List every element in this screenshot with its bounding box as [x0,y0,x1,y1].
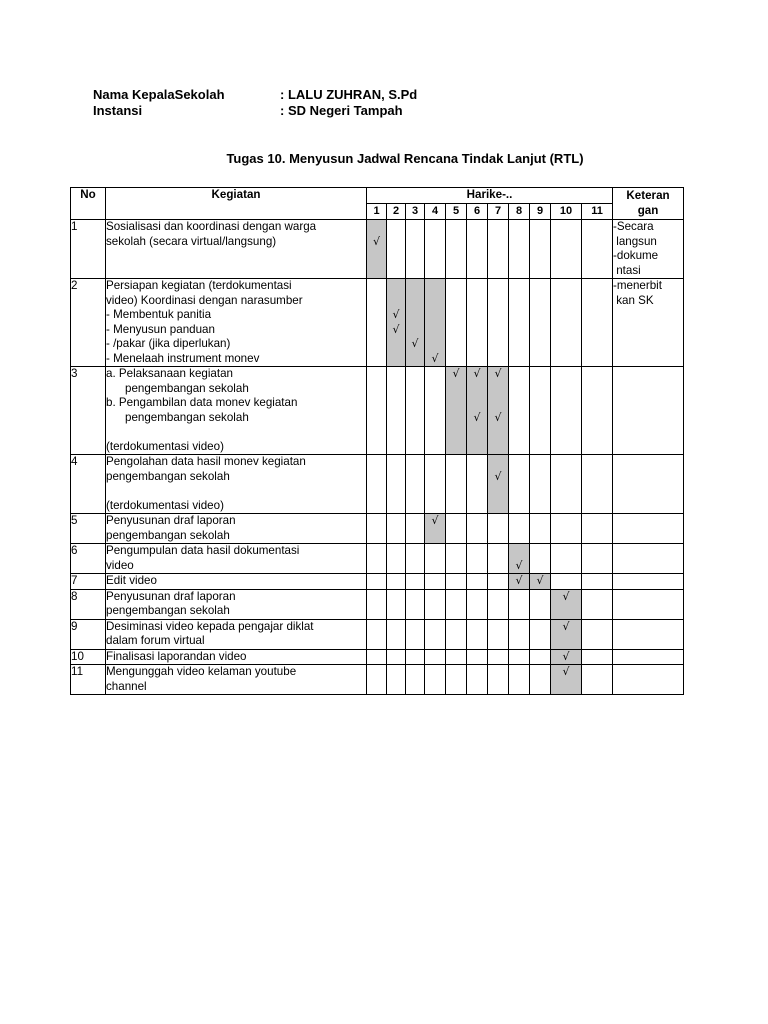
day-cell-6 [467,514,488,544]
activity-cell [106,220,367,279]
day-cell-11 [582,574,613,590]
check-mark: √ [494,469,502,483]
header-kegiatan: Kegiatan [106,188,367,220]
activity-line: (terdokumentasi video) [106,439,224,453]
activity-line: Finalisasi laporandan video [106,649,247,663]
activity-line: video [106,558,134,572]
keterangan-cell [613,367,684,455]
check-mark: √ [431,351,439,365]
day-cell-1 [367,589,387,619]
day-cell-5 [446,544,467,574]
check-mark: √ [562,619,570,633]
day-cell-6 [467,665,488,695]
day-cell-6 [467,220,488,279]
activity-line: pengembangan sekolah [106,604,230,617]
activity-cell [106,665,367,695]
keterangan-line: langsun [613,234,657,248]
day-cell-6 [467,544,488,574]
kepala-sekolah-label: Nama KepalaSekolah [93,87,225,102]
check-mark: √ [411,337,419,350]
row-number: 4 [71,455,106,514]
activity-line [106,484,366,499]
day-cell-9 [530,649,551,665]
day-cell-7 [488,220,509,279]
day-cell-8 [509,514,530,544]
day-cell-5 [446,619,467,649]
day-header-6: 6 [467,204,488,220]
day-cell-4 [425,514,446,544]
day-cell-4 [425,619,446,649]
activity-line: sekolah (secara virtual/langsung) [106,234,277,248]
check-mark: √ [562,649,570,663]
day-cell-5 [446,589,467,619]
header-keterangan-line2: gan [637,204,659,217]
day-cell-11 [582,619,613,649]
day-cell-1 [367,220,387,279]
day-cell-5 [446,514,467,544]
day-cell-4 [425,220,446,279]
day-cell-8 [509,455,530,514]
day-cell-9 [530,279,551,367]
day-cell-3 [406,544,425,574]
day-cell-2 [387,574,406,590]
day-cell-9 [530,619,551,649]
day-cell-1 [367,619,387,649]
day-cell-10 [551,589,582,619]
day-cell-5 [446,455,467,514]
day-cell-6 [467,574,488,590]
day-cell-2 [387,589,406,619]
day-cell-10 [551,514,582,544]
day-cell-6 [467,279,488,367]
day-cell-11 [582,544,613,574]
day-cell-8 [509,367,530,455]
day-cell-2 [387,367,406,455]
activity-line [106,425,366,440]
check-mark: √ [392,322,400,336]
table-row [71,455,684,514]
check-mark: √ [494,410,502,424]
day-cell-7 [488,619,509,649]
activity-line: (terdokumentasi video) [106,498,224,512]
check-mark: √ [473,410,481,424]
day-cell-8 [509,279,530,367]
day-cell-3 [406,455,425,514]
day-header-2: 2 [387,204,406,220]
table-row [71,220,684,279]
check-mark: √ [452,367,460,380]
activity-line: - Menyusun panduan [106,322,215,336]
day-cell-9 [530,589,551,619]
day-cell-2 [387,514,406,544]
kepala-sekolah-value: : LALU ZUHRAN, S.Pd [280,87,418,102]
activity-line: pengembangan sekolah [106,469,230,483]
day-cell-3 [406,220,425,279]
activity-cell [106,574,367,590]
table-row [71,544,684,574]
day-cell-11 [582,514,613,544]
activity-line: Penyusunan draf laporan [106,589,236,603]
activity-line: - /pakar (jika diperlukan) [106,337,231,350]
day-header-10: 10 [551,204,582,220]
day-cell-3 [406,619,425,649]
row-number: 9 [71,619,106,649]
day-cell-4 [425,455,446,514]
day-cell-2 [387,279,406,367]
day-cell-5 [446,367,467,455]
day-cell-4 [425,589,446,619]
day-cell-3 [406,279,425,367]
day-cell-4 [425,649,446,665]
day-cell-7 [488,649,509,665]
check-mark: √ [515,574,523,587]
day-cell-2 [387,665,406,695]
row-number: 6 [71,544,106,574]
check-mark: √ [494,367,502,380]
day-cell-3 [406,367,425,455]
day-cell-5 [446,665,467,695]
day-cell-1 [367,665,387,695]
day-cell-1 [367,367,387,455]
day-cell-5 [446,279,467,367]
day-cell-7 [488,544,509,574]
keterangan-line: ntasi [613,263,641,277]
day-cell-8 [509,574,530,590]
day-header-8: 8 [509,204,530,220]
day-cell-4 [425,367,446,455]
day-header-9: 9 [530,204,551,220]
table-row [71,619,684,649]
day-cell-11 [582,589,613,619]
day-header-4: 4 [425,204,446,220]
activity-line: Penyusunan draf laporan [106,514,236,527]
day-cell-8 [509,589,530,619]
check-mark: √ [515,558,523,572]
keterangan-cell [613,455,684,514]
activity-line: Pengolahan data hasil monev kegiatan [106,455,306,468]
keterangan-cell [613,514,684,544]
day-cell-7 [488,279,509,367]
day-cell-10 [551,665,582,695]
day-cell-11 [582,665,613,695]
table-row [71,279,684,367]
day-cell-7 [488,574,509,590]
table-row [71,589,684,619]
activity-line: video) Koordinasi dengan narasumber [106,293,303,307]
day-cell-7 [488,665,509,695]
activity-line: Pengumpulan data hasil dokumentasi [106,544,300,557]
day-cell-2 [387,220,406,279]
day-cell-6 [467,589,488,619]
day-cell-11 [582,220,613,279]
instansi-label: Instansi [93,103,143,118]
day-cell-1 [367,514,387,544]
activity-line: pengembangan sekolah [125,410,249,424]
day-cell-5 [446,649,467,665]
activity-line: a. Pelaksanaan kegiatan [106,367,233,380]
day-cell-4 [425,574,446,590]
day-cell-9 [530,665,551,695]
rtl-schedule-table [70,187,684,695]
day-cell-10 [551,574,582,590]
check-mark: √ [392,308,400,321]
activity-cell [106,589,367,619]
row-number: 7 [71,574,106,590]
day-cell-10 [551,455,582,514]
day-cell-9 [530,367,551,455]
header-hari: Harike-.. [367,188,613,204]
activity-line: - Membentuk panitia [106,308,212,321]
day-cell-2 [387,544,406,574]
keterangan-cell [613,665,684,695]
header-no: No [71,188,106,220]
row-number: 11 [71,665,106,695]
activity-cell [106,279,367,367]
keterangan-cell [613,574,684,590]
day-cell-1 [367,455,387,514]
keterangan-cell [613,220,684,279]
activity-line: Desiminasi video kepada pengajar diklat [106,619,314,633]
activity-cell [106,649,367,665]
day-cell-3 [406,514,425,544]
activity-cell [106,544,367,574]
day-cell-11 [582,455,613,514]
day-header-5: 5 [446,204,467,220]
day-cell-8 [509,544,530,574]
day-header-7: 7 [488,204,509,220]
activity-cell [106,619,367,649]
keterangan-cell [613,279,684,367]
day-cell-6 [467,619,488,649]
day-cell-10 [551,619,582,649]
table-row [71,367,684,455]
day-cell-9 [530,455,551,514]
day-cell-3 [406,589,425,619]
day-cell-9 [530,544,551,574]
table-row [71,665,684,695]
check-mark: √ [562,665,570,678]
day-cell-8 [509,665,530,695]
activity-cell [106,514,367,544]
day-cell-1 [367,279,387,367]
day-cell-8 [509,220,530,279]
day-header-11: 11 [582,204,613,220]
check-mark: √ [562,589,570,603]
activity-cell [106,455,367,514]
activity-line: channel [106,679,147,693]
day-cell-4 [425,665,446,695]
activity-line: dalam forum virtual [106,634,205,647]
row-number: 1 [71,220,106,279]
header-keterangan-line1: Keteran [626,189,670,202]
day-cell-11 [582,279,613,367]
activity-line: b. Pengambilan data monev kegiatan [106,396,298,409]
keterangan-line: -Secara [613,220,654,233]
table-row [71,514,684,544]
table-body [71,220,684,695]
day-cell-5 [446,574,467,590]
day-header-3: 3 [406,204,425,220]
day-cell-10 [551,279,582,367]
activity-line: Edit video [106,574,157,587]
day-header-1: 1 [367,204,387,220]
header-keterangan [613,188,684,220]
keterangan-line: -menerbit [613,279,662,292]
day-cell-5 [446,220,467,279]
day-cell-10 [551,220,582,279]
keterangan-cell [613,544,684,574]
row-number: 2 [71,279,106,367]
check-mark: √ [473,367,481,380]
day-cell-7 [488,367,509,455]
day-cell-6 [467,455,488,514]
day-cell-10 [551,649,582,665]
day-cell-2 [387,619,406,649]
day-cell-6 [467,649,488,665]
day-cell-1 [367,574,387,590]
day-cell-7 [488,589,509,619]
keterangan-cell [613,649,684,665]
keterangan-line: kan SK [613,293,654,307]
day-cell-7 [488,455,509,514]
day-cell-4 [425,544,446,574]
row-number: 8 [71,589,106,619]
activity-line: Sosialisasi dan koordinasi dengan warga [106,220,317,233]
day-cell-3 [406,574,425,590]
day-cell-11 [582,367,613,455]
keterangan-line: -dokume [613,249,659,262]
row-number: 10 [71,649,106,665]
check-mark: √ [536,574,544,587]
check-mark: √ [431,514,439,527]
table-row [71,574,684,590]
instansi-value: : SD Negeri Tampah [280,103,403,118]
row-number: 3 [71,367,106,455]
keterangan-cell [613,589,684,619]
activity-line: pengembangan sekolah [125,381,249,395]
keterangan-cell [613,619,684,649]
day-cell-1 [367,544,387,574]
activity-cell [106,367,367,455]
activity-line: Mengunggah video kelaman youtube [106,665,297,678]
day-cell-4 [425,279,446,367]
day-cell-3 [406,649,425,665]
day-cell-8 [509,619,530,649]
activity-line: pengembangan sekolah [106,528,230,542]
activity-line: - Menelaah instrument monev [106,351,260,365]
document-title: Tugas 10. Menyusun Jadwal Rencana Tindak Lanjut (RTL) [226,151,584,166]
day-cell-6 [467,367,488,455]
day-cell-3 [406,665,425,695]
day-cell-9 [530,514,551,544]
day-cell-10 [551,544,582,574]
day-cell-11 [582,649,613,665]
check-mark: √ [372,234,380,248]
day-cell-8 [509,649,530,665]
activity-line: Persiapan kegiatan (terdokumentasi [106,279,292,292]
day-cell-10 [551,367,582,455]
day-cell-1 [367,649,387,665]
table-row [71,649,684,665]
day-cell-9 [530,574,551,590]
day-cell-9 [530,220,551,279]
day-cell-7 [488,514,509,544]
day-cell-2 [387,455,406,514]
row-number: 5 [71,514,106,544]
day-cell-2 [387,649,406,665]
